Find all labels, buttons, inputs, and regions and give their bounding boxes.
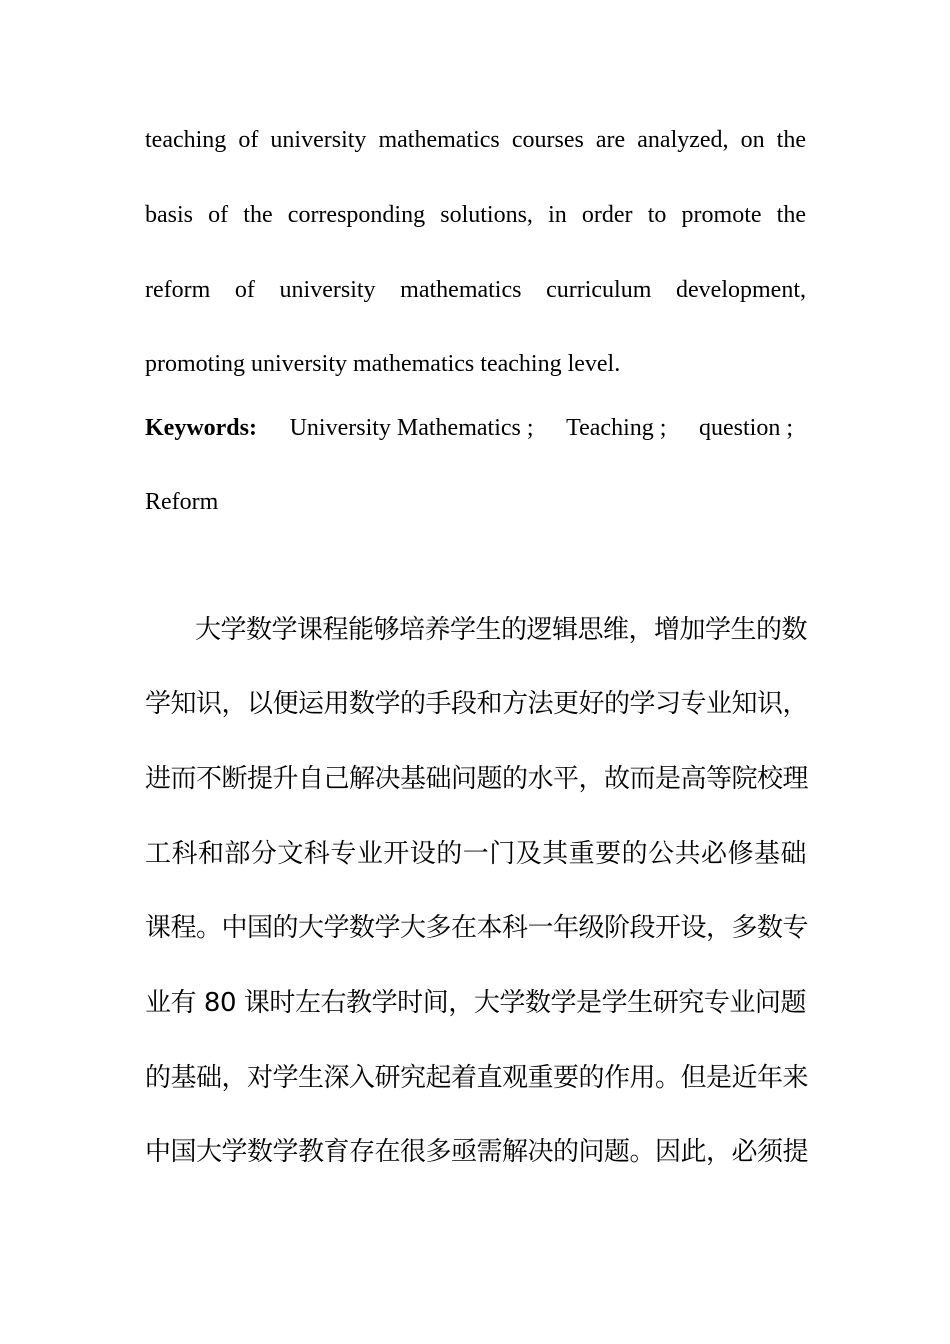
body-line: 学知识，以便运用数学的手段和方法更好的学习专业知识，	[145, 689, 809, 719]
body-line: 大学数学课程能够培养学生的逻辑思维，增加学生的数	[195, 615, 808, 645]
abstract-line: promoting university mathematics teaching level.	[145, 351, 621, 377]
keyword-item: University Mathematics ;	[289, 415, 534, 441]
keyword-item: Reform	[145, 489, 219, 515]
body-line: 中国大学数学教育存在很多亟需解决的问题。因此，必须提	[145, 1137, 809, 1167]
keyword-item: Teaching ;	[566, 415, 667, 441]
keywords-line	[145, 413, 793, 443]
abstract-line: reform of university mathematics curriculum development,	[145, 277, 806, 303]
body-line: 业有 80 课时左右教学时间，大学数学是学生研究专业问题	[145, 988, 806, 1018]
body-line: 进而不断提升自己解决基础问题的水平，故而是高等院校理	[145, 764, 809, 794]
keyword-item: question ;	[699, 415, 793, 441]
keywords-label: Keywords:	[145, 415, 257, 441]
body-line: 课程。中国的大学数学大多在本科一年级阶段开设，多数专	[145, 913, 809, 943]
body-line: 的基础，对学生深入研究起着直观重要的作用。但是近年来	[145, 1063, 809, 1093]
abstract-line: teaching of university mathematics courses are analyzed, on the	[145, 127, 806, 153]
body-line: 工科和部分文科专业开设的一门及其重要的公共必修基础	[145, 839, 806, 869]
abstract-line: basis of the corresponding solutions, in order to promote the	[145, 202, 806, 228]
